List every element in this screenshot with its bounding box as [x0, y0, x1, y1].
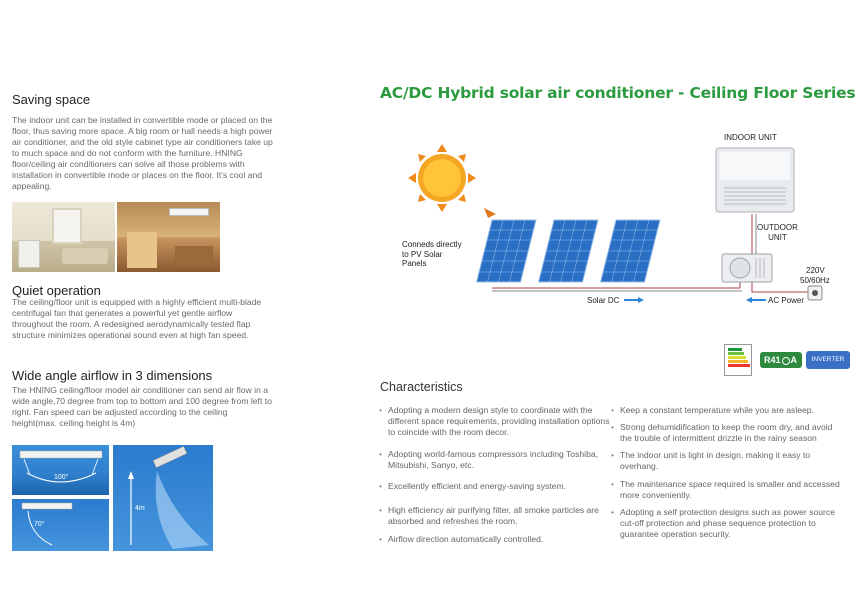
indoor-unit-label: INDOOR UNIT	[724, 133, 777, 142]
pv-connect-line2: to PV Solar	[402, 249, 443, 259]
r410a-badge-text: R41	[764, 355, 781, 365]
characteristic-item: • Adopting a self protection designs such as power source cut-off protection and phase sequence protection to guarantee operation security.	[620, 507, 840, 540]
indoor-unit-icon	[716, 148, 794, 212]
saving-space-title: Saving space	[12, 92, 91, 107]
angle-100-label: 100°	[54, 474, 69, 481]
frequency-label: 50/60Hz	[800, 276, 830, 285]
r410a-badge	[760, 352, 802, 368]
characteristics-col1	[388, 405, 610, 545]
airflow-vertical-photo	[12, 499, 109, 551]
voltage-label: 220V	[806, 266, 825, 275]
solar-dc-label: Solar DC	[587, 296, 620, 305]
r410a-badge-suffix: A	[790, 355, 798, 365]
inverter-badge: INVERTER	[806, 351, 850, 369]
outdoor-unit-label-line2: UNIT	[768, 232, 787, 242]
outdoor-unit-icon	[722, 254, 772, 282]
quiet-operation-body: The ceiling/floor unit is equipped with a highly efficient multi-blade centrifugal fan that generates a powerful yet gentle airflow throughout the room. A redesigned aerodynamically tested flap structure minimizes operational sound even at high fan speed.	[12, 297, 262, 340]
characteristic-item: • The maintenance space required is smaller and accessed more conveniently.	[620, 479, 840, 501]
system-diagram	[380, 128, 850, 314]
ac-power-label: AC Power	[768, 296, 805, 305]
characteristic-item: • The indoor unit is light in design, making it easy to overhang.	[620, 450, 840, 472]
characteristic-item: • Strong dehumidification to keep the room dry, and avoid the trouble of intermittent drizzle in the rainy season	[620, 422, 840, 444]
pv-connect-line3: Panels	[402, 259, 427, 268]
sun-icon	[408, 144, 496, 218]
outdoor-unit-label	[757, 223, 798, 242]
energy-label-badge	[724, 344, 752, 376]
characteristic-item: • Adopting a modern design style to coordinate with the different space requirements, providing installation options to coincide with the room decor.	[388, 405, 610, 438]
characteristic-item: • Airflow direction automatically controlled.	[388, 534, 610, 545]
solar-panels-icon	[477, 220, 660, 282]
airflow-title: Wide angle airflow in 3 dimensions	[12, 368, 213, 383]
pv-connect-line1: Conneds directly	[402, 240, 462, 249]
diagram-graphics	[380, 128, 850, 314]
characteristic-item: • High efficiency air purifying filter, all smoke particles are absorbed and refreshes the room.	[388, 505, 610, 527]
pv-connect-label	[402, 240, 462, 269]
hall-room-photo	[117, 202, 220, 272]
characteristics-title: Characteristics	[380, 380, 463, 394]
page-title: AC/DC Hybrid solar air conditioner - Ceiling Floor Series	[380, 84, 856, 102]
angle-70-label: 70°	[34, 521, 45, 528]
saving-space-body: The indoor unit can be installed in convertible mode or placed on the floor, thus saving more space. A big room or hall needs a high power air conditioner, and the old style cabinet type air conditioners take up to much space and do not conform with the furniture. HNING floor/ceiling air conditioners can solve all those problems with installation in convertible mode or places on the floor. It's cool and appealing.	[12, 115, 273, 191]
ceiling-height-photo	[113, 445, 213, 551]
characteristic-item: • Keep a constant temperature while you are asleep.	[620, 405, 840, 416]
outdoor-unit-label-line1: OUTDOOR	[757, 223, 798, 232]
characteristics-col2	[620, 405, 840, 540]
airflow-body: The HNING ceiling/floor model air conditioner can send air flow in a wide angle,70 degree from top to bottom and 100 degree from left to right. Fan speed can be adjusted according to the ceiling height(max. ceiling height is 4m)	[12, 385, 272, 428]
quiet-operation-title: Quiet operation	[12, 283, 101, 298]
ceiling-4m-label: 4m	[135, 505, 145, 512]
r410a-circle-icon	[782, 357, 790, 365]
power-socket-icon	[808, 286, 822, 300]
characteristic-item: • Adopting world-famous compressors including Toshiba, Mitsubishi, Sanyo, etc.	[388, 449, 610, 471]
airflow-horizontal-photo	[12, 445, 109, 495]
characteristic-item: • Excellently efficient and energy-saving system.	[388, 481, 610, 492]
living-room-photo	[12, 202, 115, 272]
